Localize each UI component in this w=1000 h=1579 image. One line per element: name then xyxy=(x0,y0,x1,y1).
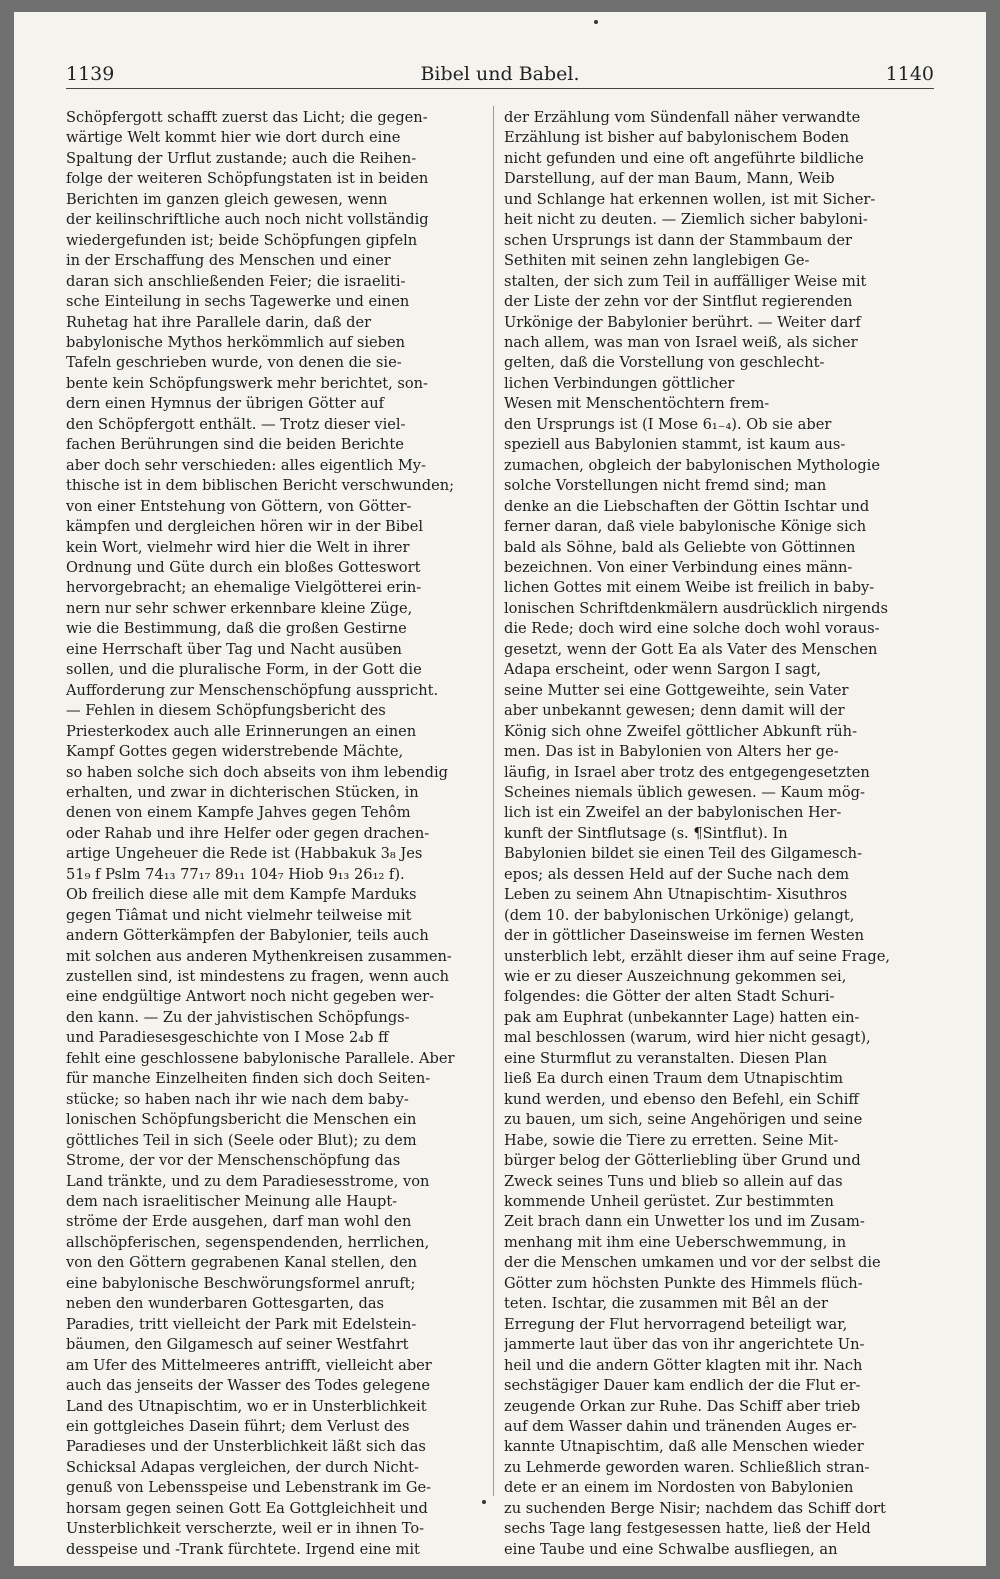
text-line: Adapa erscheint, oder wenn Sargon I sagt, xyxy=(504,661,822,679)
text-line: — Fehlen in diesem Schöpfungsbericht des xyxy=(66,702,386,720)
text-line: Sethiten mit seinen zehn langlebigen Ge- xyxy=(504,252,810,270)
text-line: der Erzählung vom Sündenfall näher verwandte xyxy=(504,109,861,126)
text-line: der die Menschen umkamen und vor der selbst die xyxy=(504,1254,881,1272)
text-line: Erregung der Flut hervorragend beteiligt war, xyxy=(504,1315,848,1333)
text-line: menhang mit ihm eine Ueberschwemmung, in xyxy=(504,1233,847,1251)
text-line: Urkönige der Babylonier berührt. — Weiter darf xyxy=(504,313,861,331)
text-line: Berichten im ganzen gleich gewesen, wenn xyxy=(66,190,388,208)
text-line: stücke; so haben nach ihr wie nach dem baby- xyxy=(66,1090,409,1108)
text-line: sche Einteilung in sechs Tagewerke und einen xyxy=(66,293,410,311)
text-line: 51₉ f Pslm 74₁₃ 77₁₇ 89₁₁ 104₇ Hiob 9₁₃ 26₁₂ f). xyxy=(66,865,405,883)
text-line: Schöpfergott schafft zuerst das Licht; die gegen- xyxy=(66,109,428,126)
book-page xyxy=(14,12,986,1566)
text-line: heil und die andern Götter klagten mit ihr. Nach xyxy=(504,1356,863,1374)
text-line: Ordnung und Güte durch ein bloßes Gotteswort xyxy=(66,558,421,576)
text-line: dern einen Hymnus der übrigen Götter auf xyxy=(66,395,385,413)
text-line: denke an die Liebschaften der Göttin Ischtar und xyxy=(504,497,870,515)
text-line: aber doch sehr verschieden: alles eigentlich My- xyxy=(66,456,426,474)
text-line: zumachen, obgleich der babylonischen Mythologie xyxy=(504,456,880,474)
text-line: König sich ohne Zweifel göttlicher Abkunft rüh- xyxy=(504,722,858,740)
text-line: auch das jenseits der Wasser des Todes gelegene xyxy=(66,1377,430,1395)
text-line: denen von einem Kampfe Jahves gegen Tehôm xyxy=(66,804,411,822)
text-line: wärtige Welt kommt hier wie dort durch eine xyxy=(66,129,401,147)
text-line: eine Sturmflut zu veranstalten. Diesen Plan xyxy=(504,1049,828,1067)
text-line: zu Lehmerde geworden waren. Schließlich stran- xyxy=(504,1458,870,1476)
text-line: fachen Berührungen sind die beiden Berichte xyxy=(66,436,404,454)
text-line: eine Herrschaft über Tag und Nacht ausüben xyxy=(66,640,402,658)
text-line: kunft der Sintflutsage (s. ¶Sintflut). In xyxy=(504,824,788,842)
text-line: oder Rahab und ihre Helfer oder gegen drachen- xyxy=(66,824,430,842)
print-mark-top xyxy=(594,20,598,24)
text-line: kein Wort, vielmehr wird hier die Welt in ihrer xyxy=(66,538,410,556)
text-line: wie er zu dieser Auszeichnung gekommen sei, xyxy=(504,968,847,986)
text-line: speziell aus Babylonien stammt, ist kaum aus- xyxy=(504,436,846,454)
text-line: Kampf Gottes gegen widerstrebende Mächte, xyxy=(66,743,404,761)
text-line: Götter zum höchsten Punkte des Himmels flüch- xyxy=(504,1274,863,1292)
text-line: bente kein Schöpfungswerk mehr berichtet, son- xyxy=(66,374,428,392)
text-line: aber unbekannt gewesen; denn damit will der xyxy=(504,702,845,720)
text-line: auf dem Wasser dahin und tränenden Auges er- xyxy=(504,1418,857,1435)
text-line: wie die Bestimmung, daß die großen Gestirne xyxy=(66,620,407,638)
column-divider xyxy=(493,106,494,1496)
text-line: am Ufer des Mittelmeeres antrifft, vielleicht aber xyxy=(66,1356,432,1374)
text-line: dem nach israelitischer Meinung alle Haupt- xyxy=(66,1193,398,1211)
text-line: bürger belog der Götterliebling über Grund und xyxy=(504,1152,861,1170)
text-line: solche Vorstellungen nicht fremd sind; man xyxy=(504,477,827,495)
text-line: den kann. — Zu der jahvistischen Schöpfungs- xyxy=(66,1008,410,1026)
text-line: kommende Unheil gerüstet. Zur bestimmten xyxy=(504,1193,834,1211)
page-number-right: 1140 xyxy=(885,63,934,85)
text-line: stalten, der sich zum Teil in auffälliger Weise mit xyxy=(504,272,867,290)
text-line: sechs Tage lang festgesessen hatte, ließ der Held xyxy=(504,1520,871,1538)
text-line: Land tränkte, und zu dem Paradiesesstrome, von xyxy=(66,1172,430,1190)
text-line: nach allem, was man von Israel weiß, als sicher xyxy=(504,333,858,351)
text-line: Paradies, tritt vielleicht der Park mit Edelstein- xyxy=(66,1315,417,1333)
text-line: Zweck seines Tuns und blieb so allein auf das xyxy=(504,1172,843,1190)
text-line: zustellen sind, ist mindestens zu fragen, wenn auch xyxy=(66,968,450,986)
text-line: jammerte laut über das von ihr angerichtete Un- xyxy=(504,1336,865,1354)
text-line: gegen Tiâmat und nicht vielmehr teilweise mit xyxy=(66,906,412,924)
page-header xyxy=(66,62,934,89)
text-line: zeugende Orkan zur Ruhe. Das Schiff aber trieb xyxy=(504,1397,861,1415)
right-column xyxy=(504,108,912,1560)
text-line: daran sich anschließenden Feier; die israeliti- xyxy=(66,272,406,290)
text-line: kämpfen und dergleichen hören wir in der Bibel xyxy=(66,518,424,536)
text-line: lichen Gottes mit einem Weibe ist freilich in baby- xyxy=(504,579,875,597)
running-title: Bibel und Babel. xyxy=(420,63,580,85)
text-line: eine babylonische Beschwörungsformel anruft; xyxy=(66,1274,416,1292)
text-line: den Ursprungs ist (I Mose 6₁₋₄). Ob sie aber xyxy=(504,415,832,433)
text-line: Darstellung, auf der man Baum, Mann, Weib xyxy=(504,170,835,188)
text-line: folgendes: die Götter der alten Stadt Schuri- xyxy=(504,988,835,1006)
text-line: Unsterblichkeit verscherzte, weil er in ihnen To- xyxy=(66,1520,425,1538)
text-line: artige Ungeheuer die Rede ist (Habbakuk 3₈ Jes xyxy=(66,845,423,863)
text-line: Strome, der vor der Menschenschöpfung das xyxy=(66,1152,401,1170)
text-line: Paradieses und der Unsterblichkeit läßt sich das xyxy=(66,1438,426,1456)
text-line: bezeichnen. Von einer Verbindung eines männ- xyxy=(504,558,853,576)
text-line: den Schöpfergott enthält. — Trotz dieser viel- xyxy=(66,415,406,433)
text-line: läufig, in Israel aber trotz des entgegengesetzten xyxy=(504,763,870,781)
text-line: babylonische Mythos herkömmlich auf sieben xyxy=(66,333,406,351)
text-line: lich ist ein Zweifel an der babylonischen Her- xyxy=(504,804,842,822)
text-line: genuß von Lebensspeise und Lebenstrank im Ge- xyxy=(66,1479,432,1497)
text-line: nern nur sehr schwer erkennbare kleine Züge, xyxy=(66,599,413,617)
text-line: lonischen Schöpfungsbericht die Menschen ein xyxy=(66,1111,417,1129)
text-line: eine Taube und eine Schwalbe ausfliegen, an xyxy=(504,1540,838,1558)
text-line: bald als Söhne, bald als Geliebte von Göttinnen xyxy=(504,538,856,556)
text-line: neben den wunderbaren Gottesgarten, das xyxy=(66,1295,385,1313)
text-line: unsterblich lebt, erzählt dieser ihm auf seine Frage, xyxy=(504,947,890,965)
text-line: Tafeln geschrieben wurde, von denen die sie- xyxy=(66,354,402,372)
text-line: heit nicht zu deuten. — Ziemlich sicher babyloni- xyxy=(504,211,868,229)
text-line: zu suchenden Berge Nisir; nachdem das Schiff dort xyxy=(504,1499,886,1517)
text-line: für manche Einzelheiten finden sich doch Seiten- xyxy=(66,1070,431,1088)
text-line: eine endgültige Antwort noch nicht gegeben wer- xyxy=(66,988,435,1006)
text-line: zu bauen, um sich, seine Angehörigen und seine xyxy=(504,1111,863,1129)
text-line: dete er an einem im Nordosten von Babylonien xyxy=(504,1479,854,1497)
text-line: fehlt eine geschlossene babylonische Parallele. Aber xyxy=(66,1049,455,1067)
text-line: von einer Entstehung von Göttern, von Götter- xyxy=(66,497,412,515)
text-line: und Paradiesesgeschichte von I Mose 2₄b ff xyxy=(66,1029,389,1047)
text-line: in der Erschaffung des Menschen und einer xyxy=(66,252,391,270)
text-line: die Rede; doch wird eine solche doch wohl voraus- xyxy=(504,620,880,638)
text-line: Wesen mit Menschentöchtern frem- xyxy=(504,395,770,413)
text-line: Erzählung ist bisher auf babylonischem Boden xyxy=(504,129,850,147)
text-line: ströme der Erde ausgehen, darf man wohl den xyxy=(66,1213,412,1231)
text-line: ferner daran, daß viele babylonische Könige sich xyxy=(504,518,867,536)
text-line: Babylonien bildet sie einen Teil des Gilgamesch- xyxy=(504,845,862,863)
text-line: sollen, und die pluralische Form, in der Gott die xyxy=(66,661,422,679)
text-line: allschöpferischen, segenspendenden, herrlichen, xyxy=(66,1233,430,1251)
text-line: teten. Ischtar, die zusammen mit Bêl an der xyxy=(504,1295,829,1313)
text-line: Spaltung der Urflut zustande; auch die Reihen- xyxy=(66,149,417,167)
text-line: Land des Utnapischtim, wo er in Unsterblichkeit xyxy=(66,1397,427,1415)
text-line: göttliches Teil in sich (Seele oder Blut); zu dem xyxy=(66,1131,417,1149)
print-mark-bottom xyxy=(482,1500,486,1504)
text-line: Priesterkodex auch alle Erinnerungen an einen xyxy=(66,722,417,740)
text-line: der Liste der zehn vor der Sintflut regierenden xyxy=(504,293,853,311)
text-line: bäumen, den Gilgamesch auf seiner Westfahrt xyxy=(66,1336,409,1354)
text-line: horsam gegen seinen Gott Ea Gottgleichheit und xyxy=(66,1499,428,1517)
text-line: pak am Euphrat (unbekannter Lage) hatten ein- xyxy=(504,1008,860,1026)
text-line: lichen Verbindungen göttlicher xyxy=(504,374,735,392)
text-line: Schicksal Adapas vergleichen, der durch Nicht- xyxy=(66,1458,419,1476)
text-line: ließ Ea durch einen Traum dem Utnapischtim xyxy=(504,1070,844,1088)
text-line: Scheines niemals üblich gewesen. — Kaum mög- xyxy=(504,783,865,801)
text-line: folge der weiteren Schöpfungstaten ist in beiden xyxy=(66,170,429,188)
text-line: Ob freilich diese alle mit dem Kampfe Marduks xyxy=(66,886,417,904)
text-line: gelten, daß die Vorstellung von geschlecht- xyxy=(504,354,825,372)
text-line: lonischen Schriftdenkmälern ausdrücklich nirgends xyxy=(504,599,888,617)
text-line: schen Ursprungs ist dann der Stammbaum der xyxy=(504,231,852,249)
text-line: Ruhetag hat ihre Parallele darin, daß der xyxy=(66,313,372,331)
text-line: desspeise und -Trank fürchtete. Irgend eine mit xyxy=(66,1540,420,1558)
text-line: Aufforderung zur Menschenschöpfung ausspricht. xyxy=(66,681,439,699)
text-line: der keilinschriftliche auch noch nicht vollständig xyxy=(66,211,429,229)
text-line: men. Das ist in Babylonien von Alters her ge- xyxy=(504,743,839,761)
text-line: und Schlange hat erkennen wollen, ist mit Sicher- xyxy=(504,190,876,208)
text-line: nicht gefunden und eine oft angeführte bildliche xyxy=(504,149,864,167)
text-line: Habe, sowie die Tiere zu erretten. Seine Mit- xyxy=(504,1131,839,1149)
page-number-left: 1139 xyxy=(66,63,115,85)
text-line: kannte Utnapischtim, daß alle Menschen wieder xyxy=(504,1438,864,1456)
text-line: seine Mutter sei eine Gottgeweihte, sein Vater xyxy=(504,681,849,699)
text-line: der in göttlicher Daseinsweise im fernen Westen xyxy=(504,927,865,945)
text-line: wiedergefunden ist; beide Schöpfungen gipfeln xyxy=(66,231,418,249)
text-line: ein gottgleiches Dasein führt; dem Verlust des xyxy=(66,1418,410,1435)
text-line: so haben solche sich doch abseits von ihm lebendig xyxy=(66,763,449,781)
text-line: hervorgebracht; an ehemalige Vielgötterei erin- xyxy=(66,579,422,597)
text-line: kund werden, und ebenso den Befehl, ein Schiff xyxy=(504,1090,859,1108)
left-column xyxy=(66,108,474,1560)
text-line: von den Göttern gegrabenen Kanal stellen, den xyxy=(66,1254,417,1272)
text-line: mit solchen aus anderen Mythenkreisen zusammen- xyxy=(66,947,452,965)
text-line: epos; als dessen Held auf der Suche nach dem xyxy=(504,865,850,883)
text-line: Zeit brach dann ein Unwetter los und im Zusam- xyxy=(504,1213,865,1231)
text-line: (dem 10. der babylonischen Urkönige) gelangt, xyxy=(504,906,855,924)
text-line: gesetzt, wenn der Gott Ea als Vater des Menschen xyxy=(504,640,878,658)
text-line: mal beschlossen (warum, wird hier nicht gesagt), xyxy=(504,1029,871,1047)
text-line: andern Götterkämpfen der Babylonier, teils auch xyxy=(66,927,429,945)
text-line: thische ist in dem biblischen Bericht verschwunden; xyxy=(66,477,455,495)
text-line: Leben zu seinem Ahn Utnapischtim- Xisuthros xyxy=(504,886,848,904)
text-line: sechstägiger Dauer kam endlich der die Flut er- xyxy=(504,1377,861,1395)
text-line: erhalten, und zwar in dichterischen Stücken, in xyxy=(66,783,419,801)
